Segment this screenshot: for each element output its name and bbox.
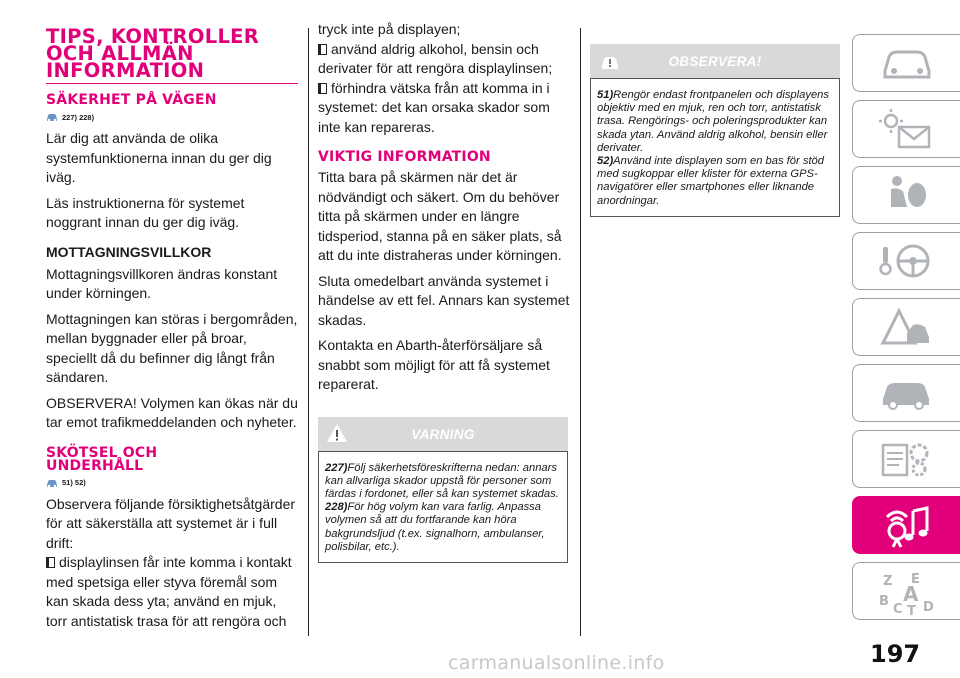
tab-multimedia[interactable] bbox=[852, 496, 960, 554]
tab-emergency[interactable] bbox=[852, 298, 960, 356]
reception-heading: MOTTAGNINGSVILLKOR bbox=[46, 243, 212, 260]
bullet-icon bbox=[318, 44, 327, 55]
index-letter: C bbox=[893, 602, 903, 617]
steering-wheel-icon bbox=[877, 239, 937, 283]
tab-safety[interactable] bbox=[852, 166, 960, 224]
paragraph: Kontakta en Abarth-återförsäljare så snabbt som möjligt för att få systemet reparerat. bbox=[318, 337, 550, 392]
warning-text: För hög volym kan vara farlig. Anpassa volymen så att du fortfarande kan höra bakgrundsljud (t.ex. signalhorn, ambulanser, polisbilar, etc.). bbox=[325, 501, 545, 553]
section-heading-road-safety: SÄKERHET PÅ VÄGEN bbox=[46, 92, 217, 108]
airbag-icon bbox=[877, 173, 937, 217]
section-heading-care bbox=[46, 444, 298, 474]
tab-warning-lights[interactable] bbox=[852, 100, 960, 158]
column-2 bbox=[318, 20, 570, 563]
column-3 bbox=[590, 44, 840, 217]
warning-text: Följ säkerhetsföreskrifterna nedan: annars kan allvarliga skador uppstå för personer som färdas i fordonet, eller så kan systemet skadas. bbox=[325, 461, 559, 500]
tab-car[interactable] bbox=[852, 34, 960, 92]
chapter-title-line-2: OCH ALLMÄN bbox=[46, 42, 194, 65]
warning-item bbox=[325, 462, 561, 502]
section-heading-important-info: VIKTIG INFORMATION bbox=[318, 149, 491, 165]
index-letter: T bbox=[907, 604, 916, 617]
paragraph: Observera följande försiktighetsåtgärder för att säkerställa att systemet är i full drift: bbox=[46, 495, 296, 551]
breakdown-icon bbox=[877, 305, 937, 349]
paragraph: Mottagningsvillkoren ändras konstant under körningen. bbox=[46, 265, 278, 301]
paragraph: Titta bara på skärmen när det är nödvändigt och säkert. Om du behöver titta på skärmen under en längre tidsperiod, stanna på en säker plats, så att du inte distraheras under körningen. bbox=[318, 169, 562, 263]
notice-ref: 51) bbox=[597, 89, 614, 101]
paragraph: Mottagningen kan störas i bergområden, mellan byggnader eller på broar, speciellt då du befinner dig långt från sändaren. bbox=[46, 310, 298, 385]
index-letter: Z bbox=[883, 574, 893, 589]
paragraph: Sluta omedelbart använda systemet i händelse av ett fel. Annars kan systemet skadas. bbox=[318, 272, 570, 328]
gears-icon bbox=[877, 437, 937, 481]
notice-item bbox=[597, 155, 833, 208]
section-heading-care-line-2: UNDERHÅLL bbox=[46, 457, 144, 474]
warning-ref: 227) bbox=[325, 461, 348, 474]
column-divider bbox=[308, 28, 309, 636]
chapter-title bbox=[46, 25, 298, 84]
bullet-item bbox=[318, 79, 570, 138]
warning-lights-icon bbox=[877, 107, 937, 151]
warning-box bbox=[318, 417, 568, 563]
bullet-icon bbox=[46, 557, 55, 568]
reference-numbers: 227) 228) bbox=[62, 112, 95, 122]
notice-item bbox=[597, 89, 833, 155]
car-icon bbox=[46, 111, 58, 123]
reference-numbers: 51) 52) bbox=[62, 478, 86, 487]
section-heading-care-line-1: SKÖTSEL OCH bbox=[46, 444, 158, 461]
car-icon bbox=[46, 477, 58, 489]
tab-index[interactable] bbox=[852, 562, 960, 620]
index-letter: A bbox=[903, 582, 919, 606]
bullet-text: använd aldrig alkohol, bensin och derivater för att rengöra displaylinsen; bbox=[318, 40, 553, 76]
paragraph: OBSERVERA! Volymen kan ökas när du tar emot trafikmeddelanden och nyheter. bbox=[46, 394, 298, 430]
watermark: carmanualsonline.info bbox=[448, 652, 665, 674]
tab-starting-driving[interactable] bbox=[852, 232, 960, 290]
notice-text: Rengör endast frontpanelen och displayens objektiv med en mjuk, ren och torr, antistatisk trasa. Rengörings- och poleringsprodukter kan skada ytan. Använd aldrig alkohol, bensin eller derivater. bbox=[597, 89, 829, 154]
bullet-item bbox=[46, 553, 298, 631]
reference-line bbox=[46, 477, 298, 489]
warning-item bbox=[325, 501, 561, 554]
index-icon bbox=[877, 569, 941, 617]
warning-body bbox=[318, 451, 568, 563]
bullet-text: förhindra vätska från att komma in i systemet: det kan orsaka skador som inte kan repareras. bbox=[318, 79, 550, 135]
notice-body bbox=[590, 78, 840, 217]
paragraph: Lär dig att använda de olika systemfunktionerna innan du ger dig iväg. bbox=[46, 130, 272, 185]
notice-ref: 52) bbox=[597, 155, 614, 168]
chapter-title-line-1: TIPS, KONTROLLER bbox=[46, 25, 260, 48]
paragraph: Läs instruktionerna för systemet noggrant innan du ger dig iväg. bbox=[46, 194, 245, 230]
notice-label: OBSERVERA! bbox=[668, 54, 762, 69]
warning-label: VARNING bbox=[411, 426, 475, 442]
warning-ref: 228) bbox=[325, 501, 348, 514]
notice-box bbox=[590, 44, 840, 217]
index-letter: D bbox=[923, 600, 934, 615]
car-icon bbox=[877, 41, 937, 85]
bullet-text: displaylinsen får inte komma i kontakt med spetsiga eller styva föremål som kan skada dess yta; använd en mjuk, torr antistatisk trasa för att rengöra och bbox=[46, 554, 292, 629]
multimedia-icon bbox=[877, 503, 937, 551]
paragraph-continued: tryck inte på displayen; bbox=[318, 21, 461, 37]
column-divider bbox=[580, 28, 581, 636]
car-service-icon bbox=[877, 371, 937, 415]
bullet-item bbox=[318, 40, 570, 79]
notice-header bbox=[590, 44, 840, 78]
column-1 bbox=[46, 25, 298, 637]
page-number: 197 bbox=[870, 640, 921, 668]
reference-line bbox=[46, 111, 298, 123]
index-letter: E bbox=[911, 572, 920, 587]
index-letter: B bbox=[879, 594, 889, 609]
tab-service[interactable] bbox=[852, 364, 960, 422]
bullet-icon bbox=[318, 83, 327, 94]
notice-text: Använd inte displayen som en bas för stöd med sugkoppar eller klister för externa GPS-navigatörer eller smartphones eller liknande anordningar. bbox=[597, 155, 824, 207]
tab-technical-data[interactable] bbox=[852, 430, 960, 488]
chapter-title-line-3: INFORMATION bbox=[46, 59, 205, 82]
warning-header bbox=[318, 417, 568, 451]
